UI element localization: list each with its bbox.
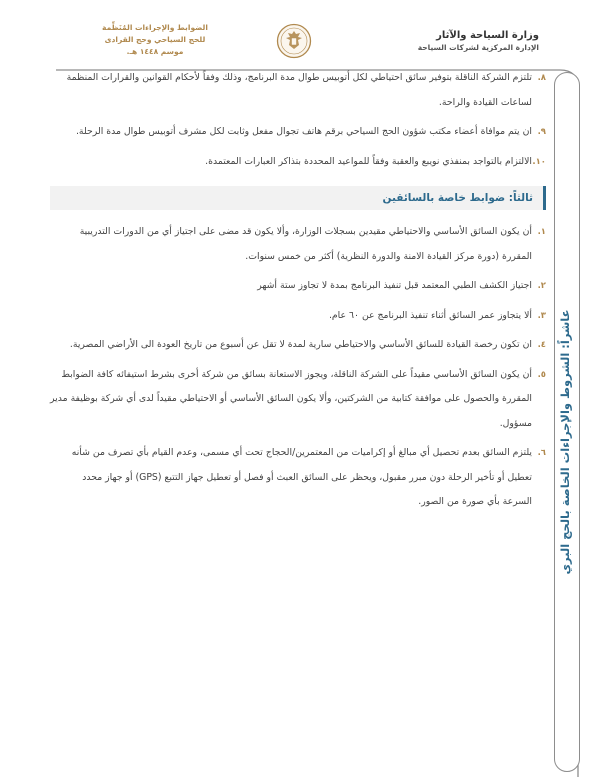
- item-number: ٣.: [537, 310, 546, 321]
- ministry-name: وزارة السياحة والآثار: [436, 30, 539, 41]
- item-text: يلتزم السائق بعدم تحصيل أي مبالغ أو إكراميات من المعتمرين/الحجاج تحت أي مسمى، وعدم القيام بأي تصرف من شأنه تعطيل أو تأخير الرحلة دون مبرر مقبول، ويحظر على السائق العبث أو فصل أو تعطيل جهاز التتبع (GPS) أو جهاز محدد السرعة بأي صورة من الصور.: [71, 447, 532, 507]
- item-text: اجتياز الكشف الطبي المعتمد قبل تنفيذ البرنامج بمدة لا تجاوز ستة أشهر: [257, 280, 532, 291]
- item-number: ١.: [537, 227, 546, 237]
- item-number: ٨.: [537, 73, 546, 83]
- item-number: ١٠.: [532, 156, 546, 167]
- list-item: [50, 66, 546, 115]
- list-item: [50, 150, 546, 175]
- section-title: ثالثاً: ضوابط خاصة بالسائقين: [382, 192, 533, 204]
- document-title-block: [70, 22, 240, 58]
- item-number: ٦.: [537, 448, 546, 458]
- item-text: الالتزام بالتواجد بمنفذي نويبع والعقبة وفقاً للمواعيد المحددة بتذاكر العبارات المعتمدة.: [205, 155, 532, 167]
- list-item: [50, 120, 546, 145]
- ministry-block: [418, 29, 539, 53]
- document-title-line-3: موسم ١٤٤٨ هـ.: [126, 47, 184, 56]
- item-text: أن يكون السائق الأساسي مقيداً على الشركة الناقلة، ويجوز الاستعانة بسائق من شركة أخرى بشرط استيفائه كافة الضوابط المقررة والحصول على موافقة كتابية من الشركتين، وألا يكون السائق الأساسي أو الاحتياطي مقيداً لدى أي شركة بوظيفة مدير مسؤول.: [50, 368, 532, 429]
- document-title-line-1: الضوابط والإجراءات المُنَظِّمة: [102, 23, 208, 32]
- item-number: ٩.: [537, 127, 546, 137]
- item-text: ان تكون رخصة القيادة للسائق الأساسي والاحتياطي سارية لمدة لا تقل عن أسبوع من تاريخ العودة الى الأراضي المصرية.: [69, 339, 532, 350]
- page-header: [0, 0, 597, 64]
- ministry-department: الإدارة المركزية لشركات السياحة: [417, 43, 539, 52]
- item-text: ألا يتجاوز عمر السائق أثناء تنفيذ البرنامج عن ٦٠ عام.: [328, 309, 532, 321]
- document-title-line-2: للحج السياحي وحج القرادى: [104, 35, 206, 44]
- list-item: [50, 274, 546, 299]
- list-item: [50, 441, 546, 515]
- list-item: [50, 220, 546, 269]
- item-number: ٢.: [537, 281, 546, 291]
- list-item: [50, 333, 546, 358]
- list-item: [50, 304, 546, 329]
- sidebar-section-label: عاشراً: الشروط والإجراءات الخاصة بالحج البري: [558, 309, 572, 575]
- list-item: [50, 363, 546, 437]
- item-text: أن يكون السائق الأساسي والاحتياطي مقيدين بسجلات الوزارة، وألا يكون قد مضى على اجتياز أي من الدورات التدريبية المقررة (دورة مركز القيادة الامنة والدورة النظرية) أكثر من خمس سنوات.: [79, 226, 532, 262]
- main-content: [50, 66, 546, 520]
- item-text: تلتزم الشركة الناقلة بتوفير سائق احتياطي لكل أتوبيس طوال مدة البرنامج، وذلك وفقاً لأحكام القوانين والقرارات المنظمة لساعات القيادة والراحة.: [66, 72, 532, 108]
- item-number: ٤.: [537, 340, 546, 350]
- item-number: ٥.: [537, 369, 546, 380]
- section-heading: [50, 186, 546, 210]
- eagle-emblem-icon: [276, 23, 312, 59]
- item-text: ان يتم موافاة أعضاء مكتب شؤون الحج السياحي برقم هاتف تجوال مفعل وثابت لكل مشرف أتوبيس طوال مدة الرحلة.: [75, 126, 532, 137]
